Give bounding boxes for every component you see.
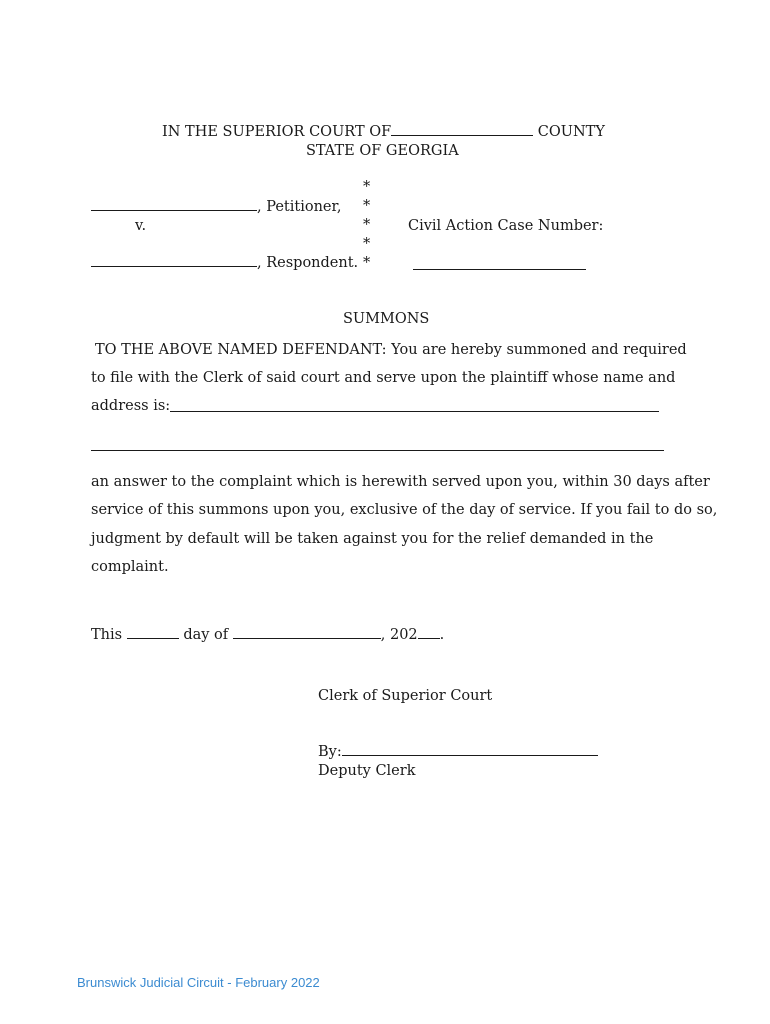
address-blank-2 bbox=[91, 450, 664, 451]
clerk-title: Clerk of Superior Court bbox=[318, 688, 493, 704]
month-blank bbox=[233, 637, 381, 639]
caption-asterisk-4: * bbox=[363, 236, 371, 252]
county-blank bbox=[391, 134, 533, 136]
caption-asterisk-3: * bbox=[363, 217, 371, 233]
paragraph1-line1: TO THE ABOVE NAMED DEFENDANT: You are hereby summoned and required bbox=[95, 342, 687, 358]
caption-asterisk-5: * bbox=[363, 255, 371, 271]
respondent-label: , Respondent. bbox=[257, 255, 359, 271]
year-blank bbox=[418, 637, 440, 639]
paragraph2-line2: service of this summons upon you, exclusive of the day of service. If you fail to do so, bbox=[91, 502, 718, 518]
footer-text: Brunswick Judicial Circuit - February 2022 bbox=[77, 975, 320, 990]
year-prefix: , 202 bbox=[380, 627, 418, 643]
paragraph2-line4: complaint. bbox=[91, 559, 169, 575]
by-line bbox=[318, 744, 598, 760]
signature-blank bbox=[342, 754, 598, 756]
court-header-prefix: IN THE SUPERIOR COURT OF bbox=[162, 124, 392, 140]
paragraph2-line3: judgment by default will be taken against you for the relief demanded in the bbox=[91, 531, 654, 547]
paragraph1-line2: to file with the Clerk of said court and serve upon the plaintiff whose name and bbox=[91, 370, 676, 386]
court-header-line2: STATE OF GEORGIA bbox=[306, 143, 459, 159]
caption-asterisk-1: * bbox=[363, 179, 371, 195]
date-period: . bbox=[439, 627, 445, 643]
caption-asterisk-2: * bbox=[363, 198, 371, 214]
summons-title: SUMMONS bbox=[343, 311, 430, 327]
court-header-suffix: COUNTY bbox=[537, 124, 605, 140]
petitioner-blank bbox=[91, 209, 257, 211]
address-label: address is: bbox=[91, 398, 171, 414]
date-line bbox=[91, 627, 444, 643]
court-header-line1 bbox=[162, 124, 605, 140]
case-number-label: Civil Action Case Number: bbox=[408, 218, 604, 234]
paragraph1-line3 bbox=[91, 398, 170, 414]
respondent-line bbox=[91, 255, 358, 271]
day-blank bbox=[127, 637, 179, 639]
paragraph2-line1: an answer to the complaint which is herewith served upon you, within 30 days after bbox=[91, 474, 710, 490]
respondent-blank bbox=[91, 265, 257, 267]
petitioner-label: , Petitioner, bbox=[257, 199, 342, 215]
petitioner-line bbox=[91, 199, 341, 215]
case-number-blank bbox=[413, 269, 586, 270]
deputy-clerk-label: Deputy Clerk bbox=[318, 763, 416, 779]
date-this-label: This bbox=[91, 627, 123, 643]
by-label: By: bbox=[318, 744, 342, 760]
date-day-of-label: day of bbox=[183, 627, 229, 643]
versus-label: v. bbox=[135, 218, 147, 234]
address-blank-1 bbox=[170, 411, 659, 412]
